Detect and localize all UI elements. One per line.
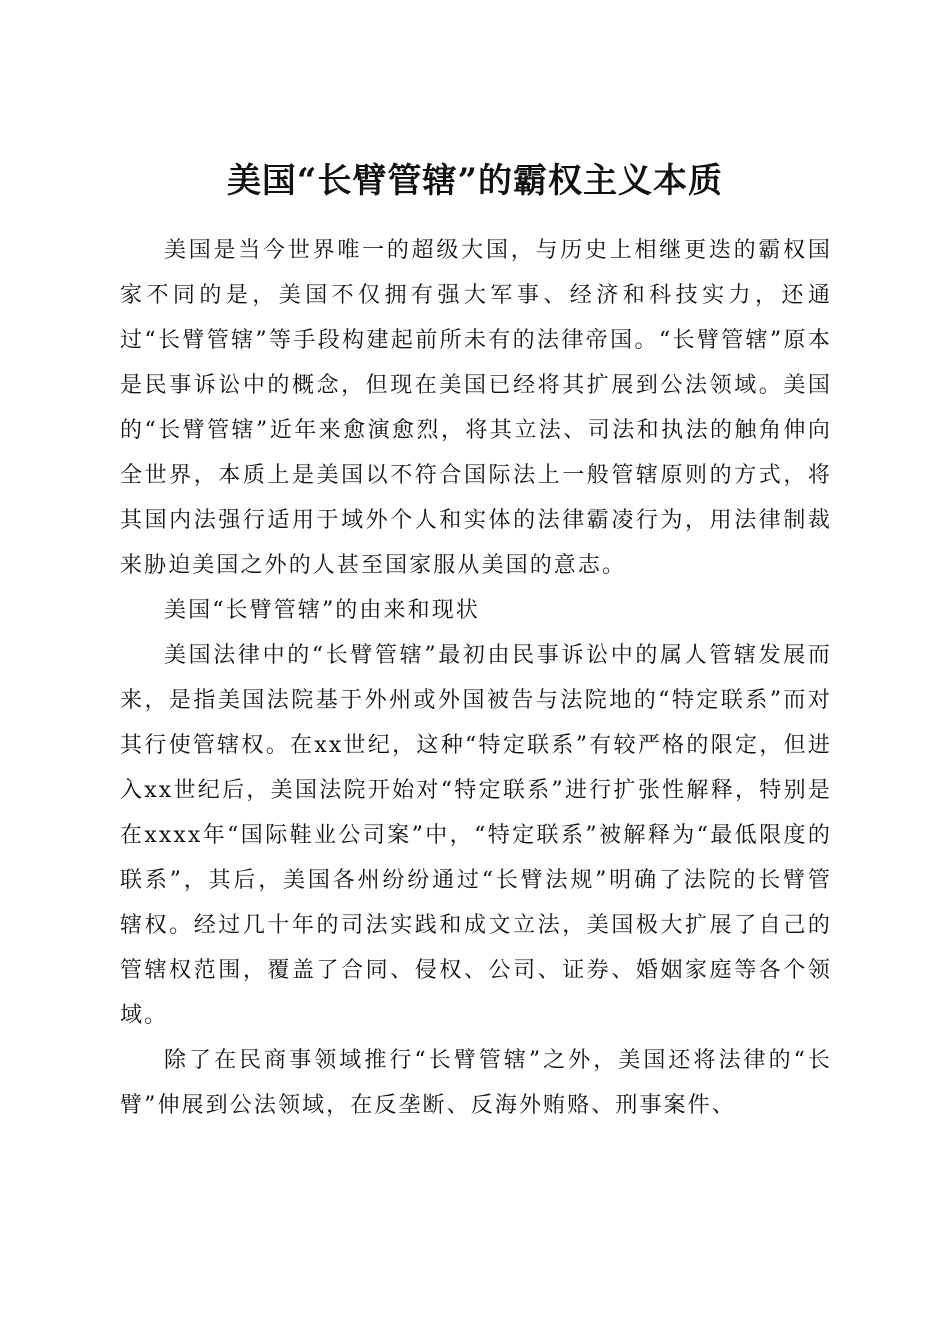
- section-heading: 美国“长臂管辖”的由来和现状: [164, 598, 480, 623]
- document-title: 美国“长臂管辖”的霸权主义本质: [226, 160, 724, 201]
- paragraph-public-law: 除了在民商事领域推行“长臂管辖”之外，美国还将法律的“长臂”伸展到公法领域，在反垄断、反海外贿赂、刑事案件、: [120, 1048, 832, 1118]
- document-body: [120, 228, 832, 1128]
- paragraph-intro: 美国是当今世界唯一的超级大国，与历史上相继更迭的霸权国家不同的是，美国不仅拥有强大军事、经济和科技实力，还通过“长臂管辖”等手段构建起前所未有的法律帝国。“长臂管辖”原本是民事诉讼中的概念，但现在美国已经将其扩展到公法领域。美国的“长臂管辖”近年来愈演愈烈，将其立法、司法和执法的触角伸向全世界，本质上是美国以不符合国际法上一般管辖原则的方式，将其国内法强行适用于域外个人和实体的法律霸凌行为，用法律制裁来胁迫美国之外的人甚至国家服从美国的意志。: [120, 238, 832, 578]
- paragraph-origin: 美国法律中的“长臂管辖”最初由民事诉讼中的属人管辖发展而来，是指美国法院基于外州或外国被告与法院地的“特定联系”而对其行使管辖权。在xx世纪，这种“特定联系”有较严格的限定，但进入xx世纪后，美国法院开始对“特定联系”进行扩张性解释，特别是在xxxx年“国际鞋业公司案”中，“特定联系”被解释为“最低限度的联系”，其后，美国各州纷纷通过“长臂法规”明确了法院的长臂管辖权。经过几十年的司法实践和成文立法，美国极大扩展了自己的管辖权范围，覆盖了合同、侵权、公司、证券、婚姻家庭等各个领域。: [120, 643, 832, 1028]
